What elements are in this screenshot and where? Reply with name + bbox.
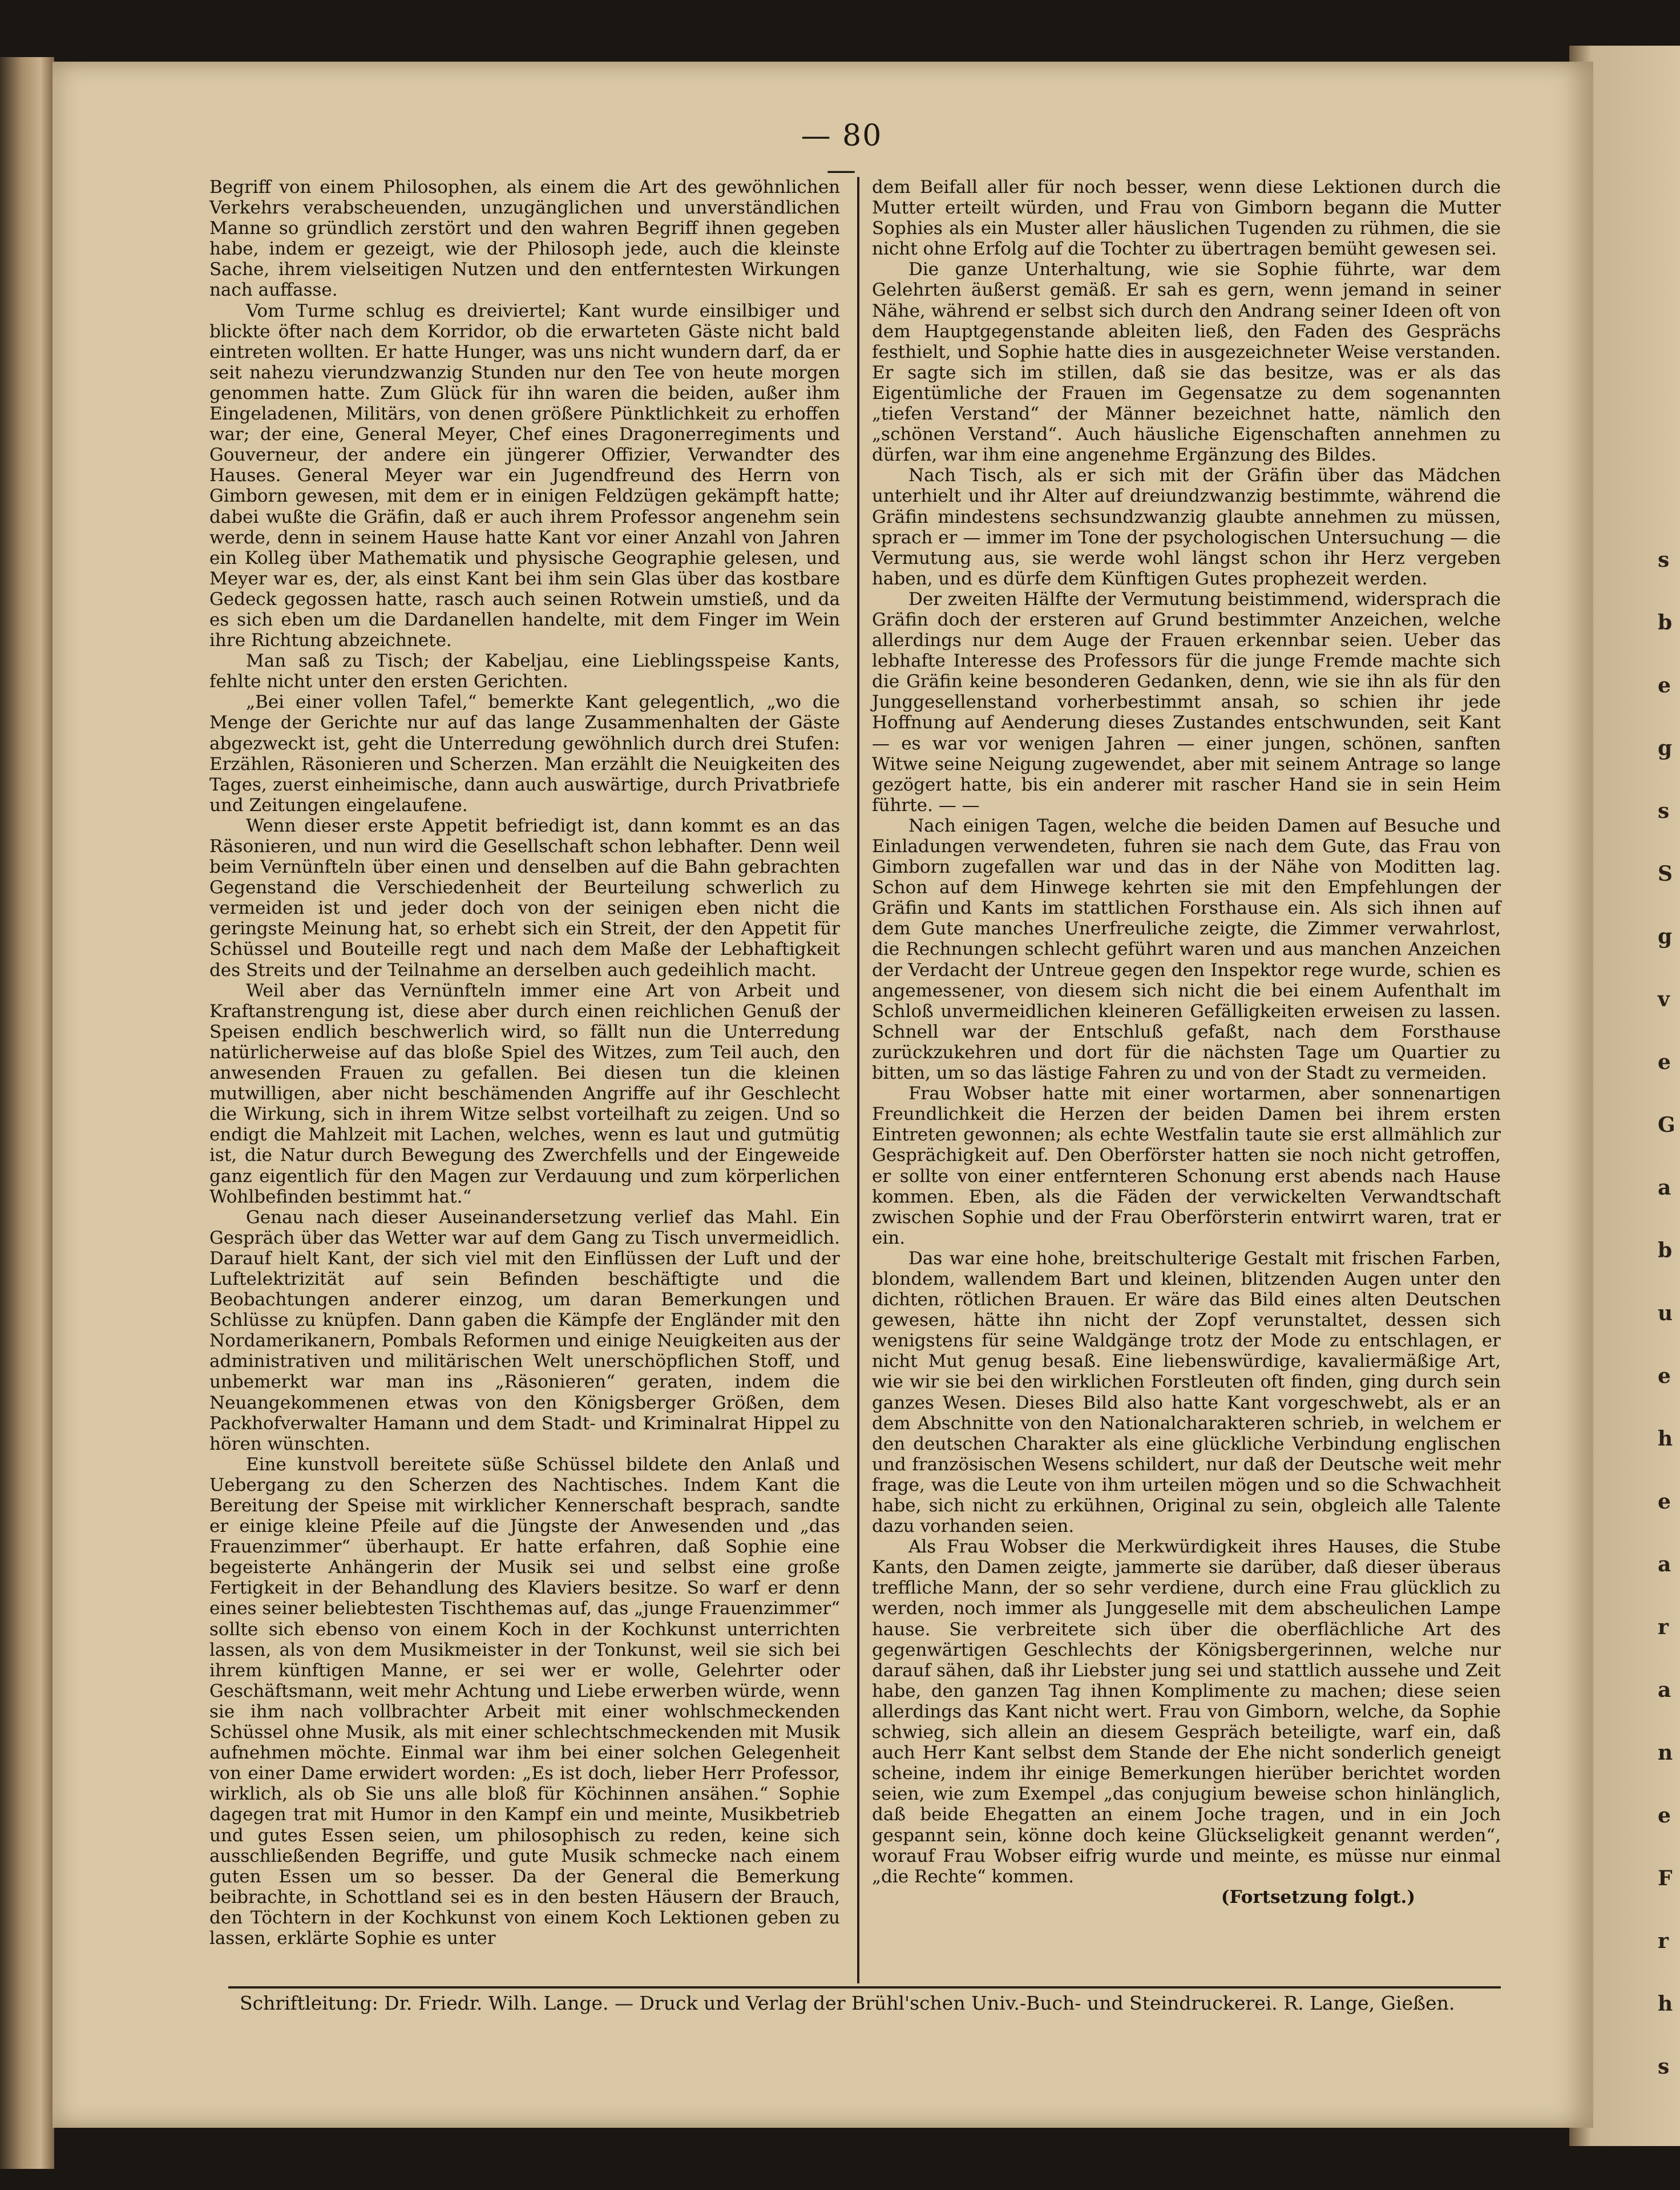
margin-fragment: h [1658, 1427, 1673, 1451]
paragraph: Man saß zu Tisch; der Kabeljau, eine Lieblingsspeise Kants, fehlte nicht unter den ersten Gerichten. [209, 651, 840, 692]
paragraph: Als Frau Wobser die Merkwürdigkeit ihres Hauses, die Stube Kants, den Damen zeigte, jammerte sie darüber, daß dieser überaus treffliche Mann, der so sehr verdiene, durch eine Frau glücklich zu werden, noch immer als Junggeselle mit dem abscheulichen Lampe hause. Sie verbreitete sich über die oberflächliche Art des gegenwärtigen Geschlechts der Königsbergerinnen, welche nur darauf sähen, daß ihr Liebster jung sei und stattlich aussehe und Zeit habe, den ganzen Tag ihnen Komplimente zu machen; diese seien allerdings das Kant nicht wert. Frau von Gimborn, welche, da Sophie schwieg, sich allein an diesem Gespräch beteiligte, warf ein, daß auch Herr Kant selbst dem Stande der Ehe nicht sonderlich geneigt scheine, indem ihr einige Bemerkungen hierüber berichtet worden seien, wie zum Exempel „das conjugium beweise schon hinlänglich, daß beide Ehegatten an einem Joche tragen, und in ein Joch gespannt sein, könne doch keine Glückseligkeit genannt werden“, worauf Frau Wobser eifrig wurde und meinte, es müsse nur einmal „die Rechte“ kommen. [872, 1536, 1501, 1887]
book-left-edge [0, 57, 54, 2169]
paragraph: Der zweiten Hälfte der Vermutung beistimmend, widersprach die Gräfin doch der ersteren auf Grund bestimmter Anzeichen, welche allerdings nur dem Auge der Frauen erkennbar seien. Ueber das lebhafte Interesse des Professors für die junge Fremde machte sich die Gräfin keine besonderen Gedanken, denn, wie sie ihn als für den Junggesellenstand vorherbestimmt ansah, so schien ihr jede Hoffnung auf Aenderung dieses Zustandes entschwunden, seit Kant — es war vor wenigen Jahren — einer jungen, schönen, sanften Witwe seine Neigung zugewendet, aber mit seinem Antrage so lange gezögert hatte, bis ein anderer mit rascher Hand sie in sein Heim führte. — — [872, 588, 1501, 816]
margin-fragment: b [1658, 611, 1673, 635]
page-number: — 80 — [801, 119, 883, 187]
imprint-footer: Schriftleitung: Dr. Friedr. Wilh. Lange. — Druck und Verlag der Brühl'schen Univ.-Buch- und Steindruckerei. R. Lange, Gießen. [240, 1992, 1455, 2014]
margin-fragment: s [1658, 2055, 1670, 2079]
margin-fragment: e [1658, 1490, 1671, 1514]
paragraph: Frau Wobser hatte mit einer wortarmen, aber sonnenartigen Freundlichkeit die Herzen der beiden Damen bei ihrem ersten Eintreten gewonnen; als echte Westfalin taute sie erst allmählich zur Gesprächigkeit auf. Den Oberförster hatten sie noch nicht getroffen, er sollte von einer entfernteren Schonung erst abends nach Hause kommen. Eben, als die Fäden der verwickelten Verwandtschaft zwischen Sophie und der Frau Oberförsterin entwirrt waren, trat er ein. [872, 1083, 1501, 1248]
paragraph: Begriff von einem Philosophen, als einem die Art des gewöhnlichen Verkehrs verabscheuenden, unzugänglichen und unverständlichen Manne so gründlich zerstört und den wahren Begriff ihnen gegeben habe, indem er gezeigt, wie der Philosoph jede, auch die kleinste Sache, ihrem vielseitigen Nutzen und den entferntesten Wirkungen nach auffasse. [209, 177, 840, 301]
margin-fragment: e [1658, 1364, 1671, 1388]
margin-fragment: u [1658, 1301, 1673, 1325]
continued-note: (Fortsetzung folgt.) [1221, 1886, 1415, 1907]
margin-fragment: a [1658, 1552, 1671, 1576]
paragraph: „Bei einer vollen Tafel,“ bemerkte Kant gelegentlich, „wo die Menge der Gerichte nur auf das lange Zusammenhalten der Gäste abgezweckt ist, geht die Unterredung gewöhnlich durch drei Stufen: Erzählen, Räsonieren und Scherzen. Man erzählt die Neuigkeiten des Tages, zuerst einheimische, dann auch auswärtige, durch Privatbriefe und Zeitungen eingelaufene. [209, 692, 840, 816]
margin-fragment: r [1658, 1615, 1669, 1639]
paragraph: dem Beifall aller für noch besser, wenn diese Lektionen durch die Mutter erteilt würden, und Frau von Gimborn begann die Mutter Sophies als ein Muster aller häuslichen Tugenden zu rühmen, die sie nicht ohne Erfolg auf die Tochter zu übertragen bemüht gewesen sei. [872, 177, 1501, 260]
margin-fragment: s [1658, 799, 1670, 823]
paragraph: Das war eine hohe, breitschulterige Gestalt mit frischen Farben, blondem, wallendem Bart und kleinen, blitzenden Augen unter den dichten, rötlichen Brauen. Er wäre das Bild eines alten Deutschen gewesen, hätte ihn nicht der Zopf verunstaltet, dessen sich wenigstens für seine Waldgänge trotz der Mode zu entschlagen, er nicht Mut genug besaß. Eine liebenswürdige, kavaliermäßige Art, wie wir sie bei den wirklichen Forstleuten oft finden, ging durch sein ganzes Wesen. Dieses Bild also hatte Kant vorgeschwebt, als er an dem Abschnitte von den Nationalcharakteren schrieb, in welchem er den deutschen Charakter als eine glückliche Verbindung englischen und französischen Wesens schildert, nur daß der Deutsche weit mehr frage, was die Leute von ihm urteilen mögen und so die Schwachheit habe, sich nicht zu erkühnen, Original zu sein, obgleich alle Talente dazu vorhanden seien. [872, 1248, 1501, 1537]
paragraph: Genau nach dieser Auseinandersetzung verlief das Mahl. Ein Gespräch über das Wetter war auf dem Gang zu Tisch unvermeidlich. Darauf hielt Kant, der sich viel mit den Einflüssen der Luft und der Luftelektrizität auf sein Befinden beschäftigte und die Beobachtungen anderer einzog, um daran Bemerkungen und Schlüsse zu knüpfen. Dann gaben die Kämpfe der Engländer mit den Nordamerikanern, Pombals Reformen und einige Neuigkeiten aus der administrativen und militärischen Welt unerschöpflichen Stoff, und unbemerkt war man ins „Räsonieren“ geraten, indem die Neuangekommenen etwas von den Königsberger Größen, dem Packhofverwalter Hamann und dem Stadt- und Kriminalrat Hippel zu hören wünschten. [209, 1207, 840, 1454]
margin-fragment: g [1658, 925, 1673, 949]
margin-fragment: r [1658, 1929, 1669, 1953]
margin-fragment: S [1658, 862, 1673, 886]
margin-fragment: e [1658, 1804, 1671, 1828]
right-column [872, 177, 1501, 1907]
footer-rule [228, 1986, 1501, 1989]
margin-fragment: e [1658, 1050, 1671, 1074]
paragraph: Eine kunstvoll bereitete süße Schüssel bildete den Anlaß und Uebergang zu den Scherzen des Nachtisches. Indem Kant die Bereitung der Speise mit wirklicher Kennerschaft besprach, sandte er einige kleine Pfeile auf die Jüngste der Anwesenden und „das Frauenzimmer“ überhaupt. Er hatte erfahren, daß Sophie eine begeisterte Anhängerin der Musik sei und selbst eine große Fertigkeit in der Behandlung des Klaviers besitze. So warf er denn eines seiner beliebtesten Tischthemas auf, das „junge Frauenzimmer“ sollte sich ebenso von einem Koch in der Kochkunst unterrichten lassen, als von dem Musikmeister in der Tonkunst, weil sie sich bei ihrem künftigen Manne, er sei wer er wolle, Gelehrter oder Geschäftsmann, weit mehr Achtung und Liebe erwerben würde, wenn sie ihm nach vollbrachter Arbeit mit einer wohlschmeckenden Schüssel ohne Musik, als mit einer schlechtschmeckenden mit Musik aufnehmen möchte. Einmal war ihm bei einer solchen Gelegenheit von einer Dame erwidert worden: „Es ist doch, lieber Herr Professor, wirklich, als ob Sie uns alle bloß für Köchinnen ansähen.“ Sophie dagegen trat mit Humor in den Kampf ein und meinte, Musikbetrieb und gutes Essen seien, um philosophisch zu reden, keine sich ausschließenden Begriffe, und gute Musik schmecke nach einem guten Essen um so besser. Da der General die Bemerkung beibrachte, in Schottland sei es in den besten Häusern der Brauch, den Töchtern in der Kochkunst von einem Koch Lektionen geben zu lassen, erklärte Sophie es unter [209, 1454, 840, 1949]
paragraph: Die ganze Unterhaltung, wie sie Sophie führte, war dem Gelehrten äußerst gemäß. Er sah es gern, wenn jemand in seiner Nähe, während er selbst sich durch den Andrang seiner Ideen oft von dem Hauptgegenstande ableiten ließ, den Faden des Gesprächs festhielt, und Sophie hatte dies in ausgezeichneter Weise verstanden. Er sagte sich im stillen, daß sie das besitze, was er als das Eigentümliche der Frauen im Gegensatze zu dem sogenannten „tiefen Verstand“ der Männer bezeichnet hatte, nämlich den „schönen Verstand“. Auch häusliche Eigenschaften annehmen zu dürfen, war ihm eine angenehme Ergänzung des Bildes. [872, 259, 1501, 466]
margin-fragment: v [1658, 987, 1670, 1011]
paragraph: Nach einigen Tagen, welche die beiden Damen auf Besuche und Einladungen verwendeten, fuhren sie nach dem Gute, das Frau von Gimborn zugefallen war und das in der Nähe von Moditten lag. Schon auf dem Hinwege kehrten sie mit den Empfehlungen der Gräfin und Kants im stattlichen Forsthause ein. Als sich ihnen auf dem Gute manches Unerfreuliche zeigte, die Zimmer verwahrlost, die Rechnungen schlecht geführt waren und aus manchen Anzeichen der Verdacht der Untreue gegen den Inspektor rege wurde, schien es angemessener, von diesem sich nicht die bei einem Aufenthalt im Schloß unvermeidlichen kleineren Gefälligkeiten erweisen zu lassen. Schnell war der Entschluß gefaßt, nach dem Forsthause zurückzukehren und dort für die nächsten Tage um Quartier zu bitten, um so das lästige Fahren zu und von der Stadt zu vermeiden. [872, 815, 1501, 1084]
margin-fragment: F [1658, 1866, 1673, 1890]
margin-fragment: s [1658, 548, 1670, 572]
margin-fragment: a [1658, 1176, 1671, 1200]
paragraph: Weil aber das Vernünfteln immer eine Art von Arbeit und Kraftanstrengung ist, diese aber durch einen reichlichen Genuß der Speisen endlich beschwerlich wird, so fällt nun die Unterredung natürlicherweise auf das bloße Spiel des Witzes, zum Teil auch, den anwesenden Frauen zu gefallen. Bei diesen tun die kleinen mutwilligen, aber nicht beschämenden Angriffe auf ihr Geschlecht die Wirkung, sich in ihrem Witze selbst vorteilhaft zu zeigen. Und so endigt die Mahlzeit mit Lachen, welches, wenn es laut und gutmütig ist, die Natur durch Bewegung des Zwerchfells und der Eingeweide ganz eigentlich für den Magen zur Verdauung und zum körperlichen Wohlbefinden bestimmt hat.“ [209, 980, 840, 1207]
margin-fragment: h [1658, 1992, 1673, 2016]
margin-fragment: g [1658, 736, 1673, 760]
margin-fragment: n [1658, 1741, 1673, 1765]
paragraph: Wenn dieser erste Appetit befriedigt ist, dann kommt es an das Räsonieren, und nun wird die Gesellschaft schon lebhafter. Denn weil beim Vernünfteln über einen und denselben auf die Bahn gebrachten Gegenstand die Verschiedenheit der Beurteilung schwerlich zu vermeiden ist und jeder doch von der seinigen eben nicht die geringste Meinung hat, so erhebt sich ein Streit, der den Appetit für Schüssel und Bouteille regt und nach dem Maße der Lebhaftigkeit des Streits und der Teilnahme an derselben auch gedeihlich macht. [209, 815, 840, 981]
paragraph: Vom Turme schlug es dreiviertel; Kant wurde einsilbiger und blickte öfter nach dem Korridor, ob die erwarteten Gäste nicht bald eintreten wollten. Er hatte Hunger, was uns nicht wundern darf, da er seit nahezu vierundzwanzig Stunden nur den Tee von heute morgen genommen hatte. Zum Glück für ihn waren die beiden, außer ihm Eingeladenen, Militärs, von denen größere Pünktlichkeit zu erhoffen war; der eine, General Meyer, Chef eines Dragonerregiments und Gouverneur, der andere ein jüngerer Offizier, Verwandter des Hauses. General Meyer war ein Jugendfreund des Herrn von Gimborn gewesen, mit dem er in einigen Feldzügen gekämpft hatte; dabei wußte die Gräfin, daß er auch ihrem Professor angenehm sein werde, denn in seinem Hause hatte Kant vor einer Anzahl von Jahren ein Kolleg über Mathematik und physische Geographie gelesen, und Meyer war es, der, als einst Kant bei ihm sein Glas über das kostbare Gedeck gegossen hatte, rasch auch seinen Rotwein umstieß, und da es sich eben um die Dardanellen handelte, mit dem Finger im Wein ihre Richtung abzeichnete. [209, 300, 840, 651]
margin-fragment: e [1658, 673, 1671, 697]
margin-fragment: b [1658, 1239, 1673, 1263]
margin-fragment: G [1658, 1113, 1675, 1137]
paragraph: Nach Tisch, als er sich mit der Gräfin über das Mädchen unterhielt und ihr Alter auf dreiundzwanzig bestimmte, während die Gräfin mindestens sechsundzwanzig glaubte annehmen zu müssen, sprach er — immer im Tone der psychologischen Untersuchung — die Vermutung aus, sie werde wohl längst schon ihr Herz vergeben haben, und es dürfe dem Künftigen Gutes prophezeit werden. [872, 465, 1501, 589]
margin-fragment: a [1658, 1678, 1671, 1702]
left-column [209, 177, 840, 1949]
column-divider [857, 177, 859, 1983]
